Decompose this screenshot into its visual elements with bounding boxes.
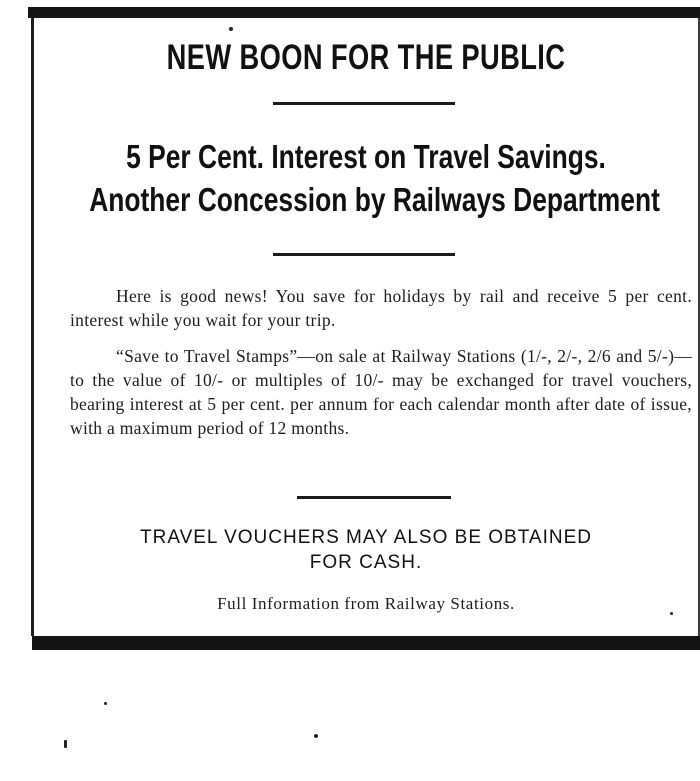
headline: NEW BOON FOR THE PUBLIC bbox=[166, 38, 566, 77]
subheadline-line-1: 5 Per Cent. Interest on Travel Savings. bbox=[126, 138, 606, 175]
subheadline-line-2: Another Concession by Railways Department bbox=[89, 181, 660, 218]
body-paragraph-travel-stamps: “Save to Travel Stamps”—on sale at Railway Stations (1/-, 2/-, 2/6 and 5/-)—to the value of 10/- or multiples of 10/- may be exchanged for travel vouchers, bearing interest at 5 per cent. per annum for each calendar month after date of issue, with a maximum period of 12 months. bbox=[70, 346, 692, 438]
bottom-border-bar bbox=[32, 636, 700, 650]
cash-notice-line-1: TRAVEL VOUCHERS MAY ALSO BE OBTAINED bbox=[140, 527, 592, 548]
divider-rule-middle bbox=[273, 253, 455, 256]
print-speck bbox=[64, 740, 67, 748]
cash-notice bbox=[40, 525, 692, 575]
footer-information: Full Information from Railway Stations. bbox=[217, 594, 515, 613]
cash-notice-line-2: FOR CASH. bbox=[309, 552, 423, 573]
print-speck bbox=[229, 27, 233, 31]
body-paragraph-good-news: Here is good news! You save for holidays by rail and receive 5 per cent. interest while you wait for your trip. bbox=[70, 286, 692, 330]
divider-rule-top bbox=[273, 102, 455, 105]
print-speck bbox=[670, 612, 673, 615]
top-border-bar bbox=[28, 7, 700, 18]
left-border-rule bbox=[31, 18, 34, 636]
print-speck bbox=[104, 702, 107, 705]
print-speck bbox=[314, 734, 318, 738]
divider-rule-bottom bbox=[297, 496, 451, 499]
